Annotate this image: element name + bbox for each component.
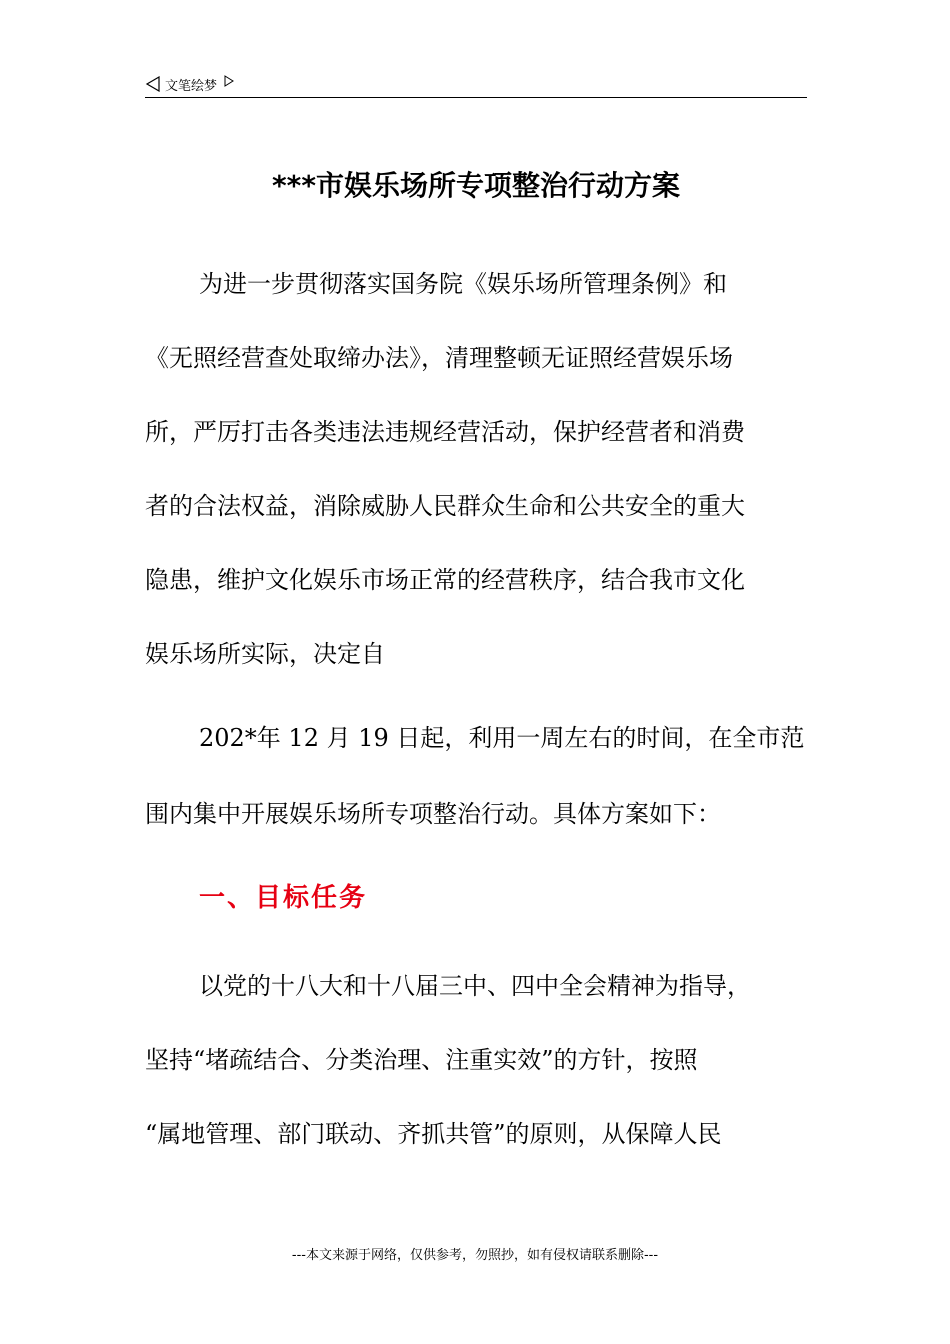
footer-notice: ---本文来源于网络，仅供参考，勿照抄，如有侵权请联系删除---	[291, 1248, 659, 1263]
paragraph-line: 《无照经营查处取缔办法》，清理整顿无证照经营娱乐场	[145, 344, 733, 372]
header-brand: 文笔绘梦	[165, 78, 218, 94]
paragraph-line: 隐患，维护文化娱乐市场正常的经营秩序，结合我市文化	[145, 566, 745, 594]
paragraph-line: 娱乐场所实际，决定自	[145, 640, 385, 668]
page-header	[145, 72, 235, 96]
paragraph-line: “属地管理、部门联动、齐抓共管”的原则，从保障人民	[145, 1120, 722, 1148]
triangle-right-icon	[223, 75, 235, 87]
paragraph-line: 坚持“堵疏结合、分类治理、注重实效”的方针，按照	[145, 1046, 698, 1074]
paragraph-line: 202*年 12 月 19 日起，利用一周左右的时间，在全市范	[199, 724, 805, 752]
document-title: ***市娱乐场所专项整治行动方案	[272, 169, 680, 202]
section-heading: 一、目标任务	[199, 883, 368, 913]
paragraph-line: 为进一步贯彻落实国务院《娱乐场所管理条例》和	[199, 270, 727, 298]
paragraph-line: 者的合法权益，消除威胁人民群众生命和公共安全的重大	[145, 492, 745, 520]
triangle-left-icon	[145, 76, 161, 92]
paragraph-line: 围内集中开展娱乐场所专项整治行动。具体方案如下：	[145, 800, 721, 828]
header-divider	[145, 97, 807, 98]
paragraph-line: 以党的十八大和十八届三中、四中全会精神为指导，	[199, 972, 751, 1000]
paragraph-line: 所，严厉打击各类违法违规经营活动，保护经营者和消费	[145, 418, 745, 446]
